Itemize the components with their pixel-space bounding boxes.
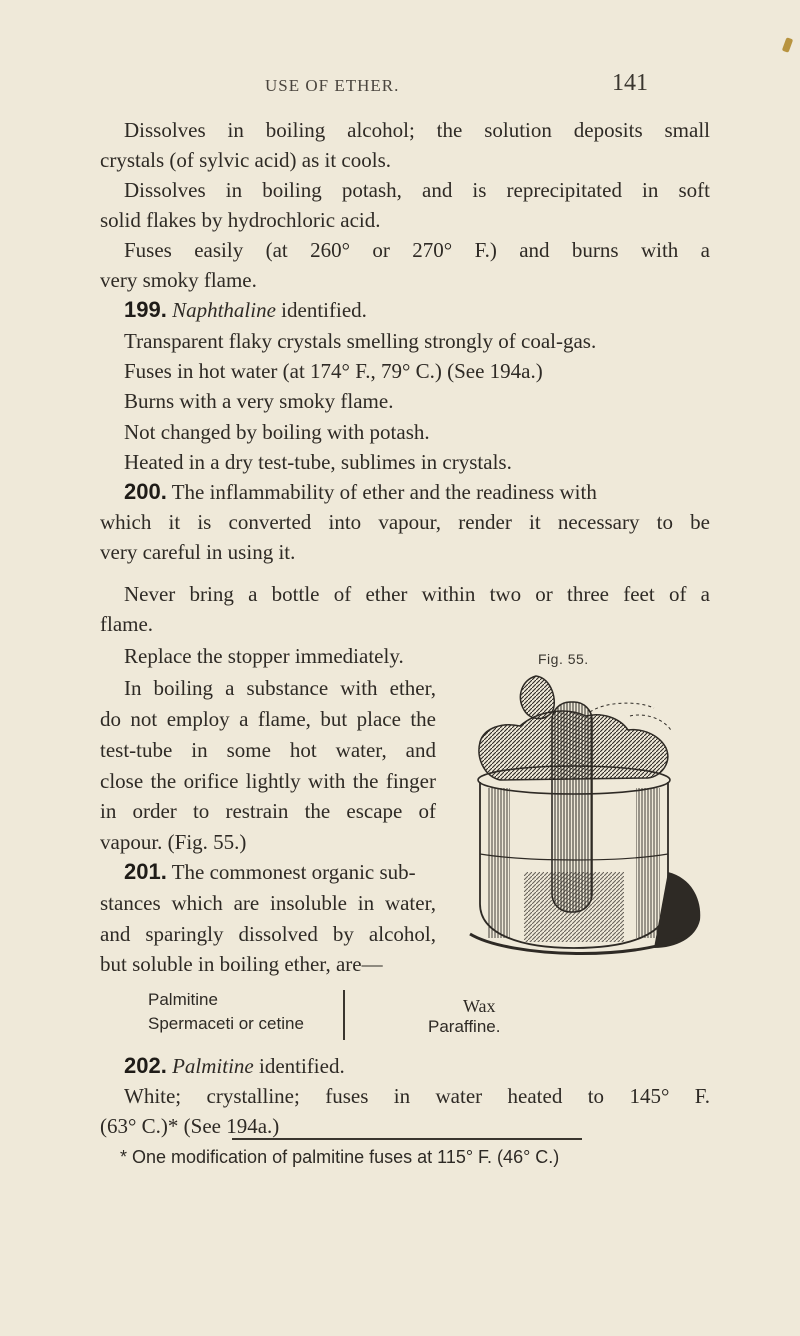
substance-right-1: Wax <box>463 996 496 1016</box>
text-line: White; crystalline; fuses in water heated to 145° F. <box>124 1084 710 1108</box>
text-line: in order to restrain the escape of <box>100 799 436 823</box>
section-199-heading <box>124 296 710 324</box>
text-line: Replace the stopper immediately. <box>124 644 404 668</box>
substance-left-1: Palmitine <box>148 990 218 1009</box>
text-line: Fuses in hot water (at 174° F., 79° C.) (See 194a.) <box>124 359 543 383</box>
text-line: close the orifice lightly with the finger <box>100 769 436 793</box>
text-span: The inflammability of ether and the readiness with <box>166 480 597 504</box>
section-number: 202. <box>124 1053 167 1078</box>
text-line: and sparingly dissolved by alcohol, <box>100 922 436 946</box>
substance-left-2: Spermaceti or cetine <box>148 1014 304 1033</box>
text-line: flame. <box>100 612 154 636</box>
substance-right-2: Paraffine. <box>428 1017 501 1036</box>
footnote-rule <box>232 1138 582 1140</box>
page-number: 141 <box>612 70 648 96</box>
text-line: Dissolves in boiling alcohol; the solution deposits small <box>124 118 710 142</box>
figure-55-illustration <box>440 672 708 970</box>
text-line: In boiling a substance with ether, <box>124 676 436 700</box>
corner-ink-mark <box>782 37 793 53</box>
section-number: 201. <box>124 859 167 884</box>
text-line: very smoky flame. <box>100 268 257 292</box>
text-line: but soluble in boiling ether, are— <box>100 952 383 976</box>
text-line: Fuses easily (at 260° or 270° F.) and burns with a <box>124 238 710 262</box>
text-line: stances which are insoluble in water, <box>100 891 436 915</box>
text-line: Not changed by boiling with potash. <box>124 420 430 444</box>
section-202-heading <box>124 1052 710 1080</box>
substance-name: Naphthaline <box>172 298 276 322</box>
section-number: 200. <box>124 479 167 504</box>
text-line: which it is converted into vapour, render it necessary to be <box>100 510 710 534</box>
column-divider <box>343 990 345 1040</box>
text-span: The commonest organic sub- <box>166 860 416 884</box>
text-line: Heated in a dry test-tube, sublimes in crystals. <box>124 450 512 474</box>
section-200-first-line <box>124 478 710 506</box>
text-line: do not employ a flame, but place the <box>100 707 436 731</box>
heading-rest: identified. <box>253 1054 345 1078</box>
substance-name: Palmitine <box>172 1054 254 1078</box>
text-line: (63° C.)* (See 194a.) <box>100 1114 280 1138</box>
heading-rest: identified. <box>275 298 367 322</box>
text-line: Dissolves in boiling potash, and is reprecipitated in soft <box>124 178 710 202</box>
text-line: vapour. (Fig. 55.) <box>100 830 247 854</box>
figure-label: Fig. 55. <box>538 651 589 667</box>
text-line: very careful in using it. <box>100 540 296 564</box>
section-number: 199. <box>124 297 167 322</box>
running-title: USE OF ETHER. <box>265 76 400 95</box>
text-line: Never bring a bottle of ether within two or three feet of a <box>124 582 710 606</box>
text-line: test-tube in some hot water, and <box>100 738 436 762</box>
page-header <box>0 72 800 102</box>
text-line: Burns with a very smoky flame. <box>124 389 394 413</box>
footnote: * One modification of palmitine fuses at 115° F. (46° C.) <box>120 1147 560 1167</box>
text-line: solid flakes by hydrochloric acid. <box>100 208 381 232</box>
text-line: Transparent flaky crystals smelling strongly of coal-gas. <box>124 329 597 353</box>
section-201-first-line <box>124 858 436 886</box>
text-line: crystals (of sylvic acid) as it cools. <box>100 148 392 172</box>
